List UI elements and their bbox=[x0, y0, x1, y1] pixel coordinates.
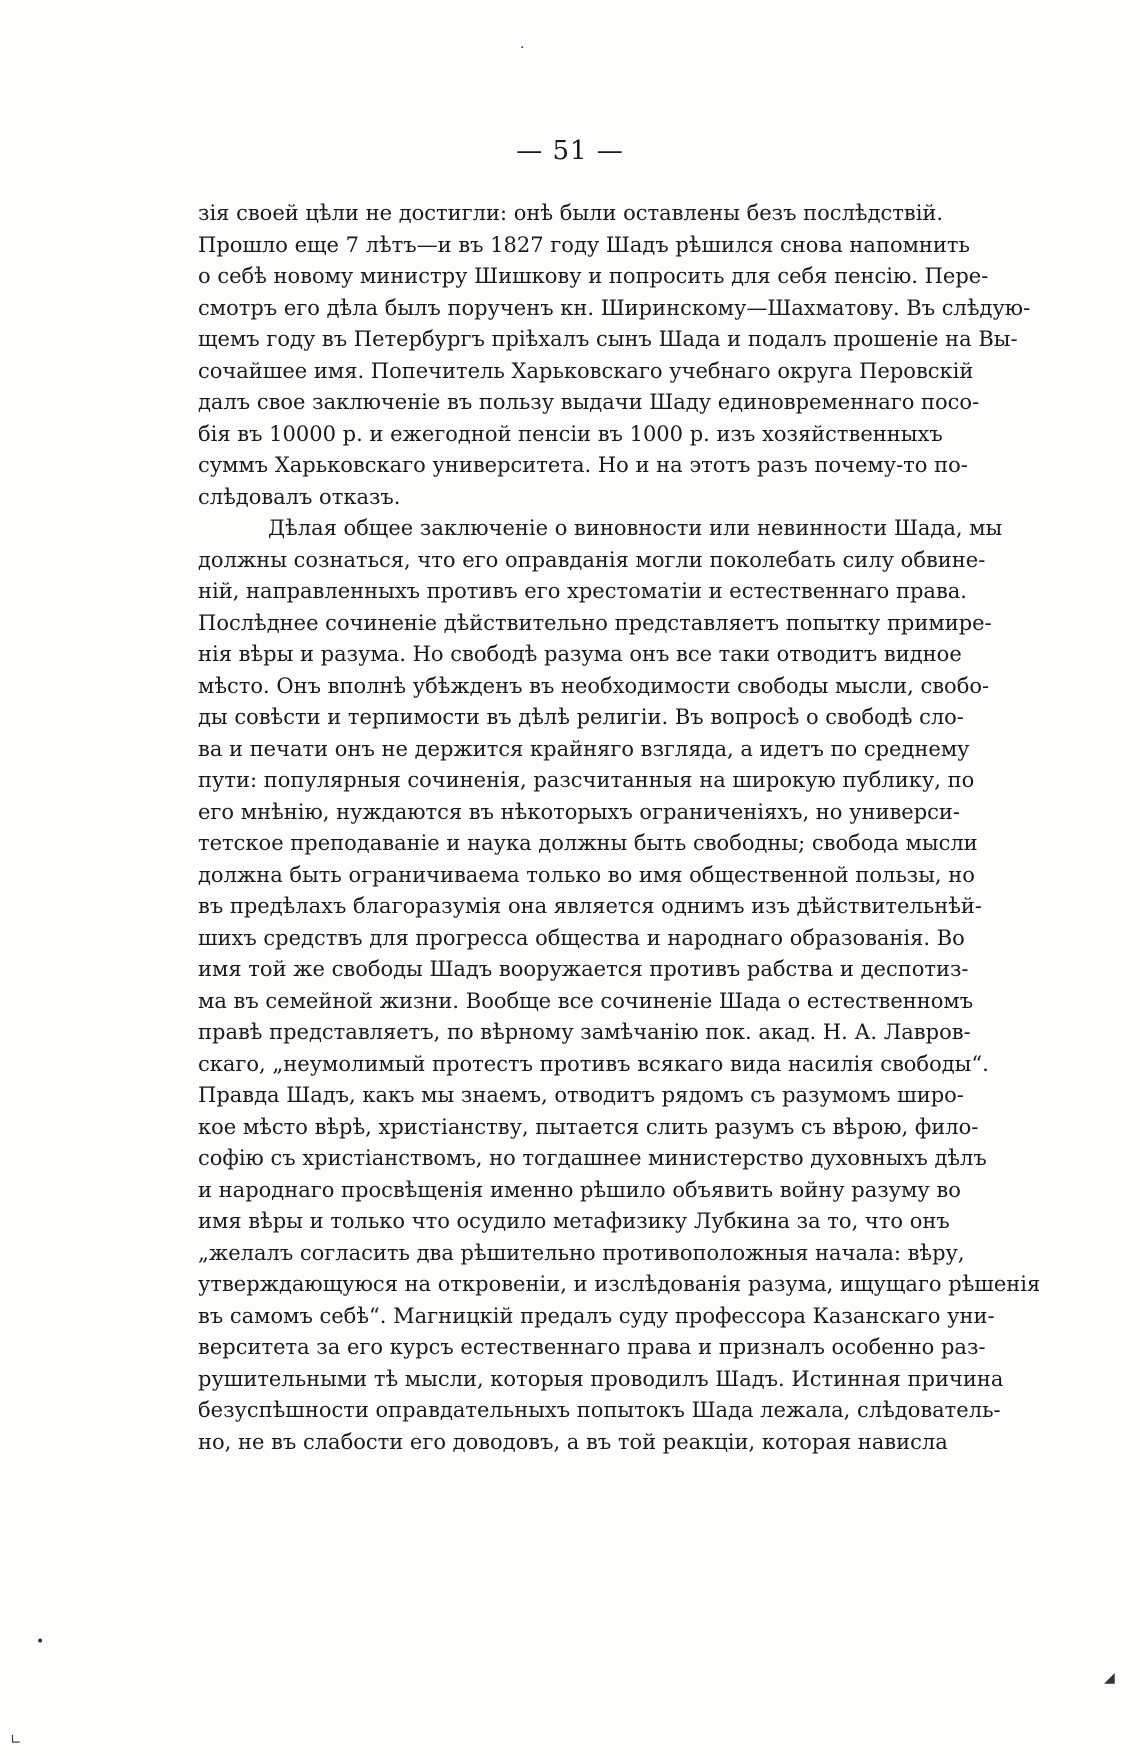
text-line: Прошло еще 7 лѣтъ—и въ 1827 году Шадъ рѣшился снова напомнить bbox=[198, 232, 970, 257]
text-line: скаго, „неумолимый протестъ противъ всякаго вида насилія свободы“. bbox=[198, 1051, 989, 1076]
text-line: кое мѣсто вѣрѣ, христіанству, пытается слить разумъ съ вѣрою, фило- bbox=[198, 1114, 979, 1139]
text-line: должны сознаться, что его оправданія могли поколебать силу обвине- bbox=[198, 547, 986, 572]
text-line: его мнѣнію, нуждаются въ нѣкоторыхъ ограниченіяхъ, но универси- bbox=[198, 799, 961, 824]
text-line: Правда Шадъ, какъ мы знаемъ, отводитъ рядомъ съ разумомъ широ- bbox=[198, 1083, 964, 1107]
text-line: правѣ представляетъ, по вѣрному замѣчанію пок. акад. Н. А. Лавров- bbox=[198, 1020, 971, 1044]
text-line: бія въ 10000 р. и ежегодной пенсіи въ 1000 р. изъ хозяйственныхъ bbox=[198, 421, 943, 446]
text-line: нія вѣры и разума. Но свободѣ разума онъ все таки отводитъ видное bbox=[198, 642, 962, 666]
text-line: пути: популярныя сочиненія, разсчитанныя на широкую публику, по bbox=[198, 768, 975, 792]
text-line: суммъ Харьковскаго университета. Но и на этотъ разъ почему-то по- bbox=[198, 453, 968, 477]
text-line: шихъ средствъ для прогресса общества и народнаго образованія. Во bbox=[198, 925, 965, 950]
text-line: сочайшее имя. Попечитель Харьковскаго учебнаго округа Перовскій bbox=[198, 358, 974, 383]
text-line: мѣсто. Онъ вполнѣ убѣжденъ въ необходимости свободы мысли, свобо- bbox=[198, 673, 990, 698]
text-line: смотръ его дѣла былъ порученъ кн. Ширинскому—Шахматову. Въ слѣдую- bbox=[198, 295, 1031, 320]
text-line: ды совѣсти и терпимости въ дѣлѣ религіи. Въ вопросѣ о свободѣ сло- bbox=[198, 705, 964, 729]
crop-mark: ∟ bbox=[10, 1732, 22, 1748]
text-line: въ предѣлахъ благоразумія она является однимъ изъ дѣйствительнѣй- bbox=[198, 894, 982, 918]
body-text bbox=[198, 198, 1041, 1458]
text-line: ній, направленныхъ противъ его хрестоматіи и естественнаго права. bbox=[198, 579, 967, 603]
text-line: зія своей цѣли не достигли: онѣ были оставлены безъ послѣдствій. bbox=[198, 201, 944, 225]
text-line: но, не въ слабости его доводовъ, а въ той реакціи, которая нависла bbox=[198, 1429, 948, 1454]
text-line: верситета за его курсъ естественнаго права и призналъ особенно раз- bbox=[198, 1335, 986, 1359]
text-line: „желалъ согласить два рѣшительно противоположныя начала: вѣру, bbox=[198, 1240, 965, 1265]
text-line: ма въ семейной жизни. Вообще все сочиненіе Шада о естественномъ bbox=[198, 988, 974, 1013]
text-line: Послѣднее сочиненіе дѣйствительно представляетъ попытку примире- bbox=[198, 610, 992, 635]
text-line: утверждающуюся на откровеніи, и изслѣдованія разума, ищущаго рѣшенія bbox=[198, 1272, 1041, 1296]
text-line: слѣдовалъ отказъ. bbox=[198, 484, 401, 509]
speck-mark: · bbox=[520, 40, 525, 56]
text-line: Дѣлая общее заключеніе о виновности или невинности Шада, мы bbox=[268, 516, 1003, 540]
text-line: софію съ христіанствомъ, но тогдашнее министерство духовныхъ дѣлъ bbox=[198, 1146, 987, 1170]
speck-mark: • bbox=[36, 1634, 45, 1650]
text-line: о себѣ новому министру Шишкову и попросить для себя пенсію. Пере- bbox=[198, 264, 989, 288]
text-line: и народнаго просвѣщенія именно рѣшило объявить войну разуму во bbox=[198, 1177, 961, 1202]
text-line: въ самомъ себѣ“. Магницкій предалъ суду профессора Казанскаго уни- bbox=[198, 1303, 995, 1328]
text-line: безуспѣшности оправдательныхъ попытокъ Шада лежала, слѣдователь- bbox=[198, 1398, 1001, 1422]
corner-mark: ◢ bbox=[1104, 1670, 1115, 1686]
text-line: далъ свое заключеніе въ пользу выдачи Шаду единовременнаго посо- bbox=[198, 390, 980, 414]
text-line: тетское преподаваніе и наука должны быть свободны; свобода мысли bbox=[198, 831, 978, 855]
text-line: должна быть ограничиваема только во имя общественной пользы, но bbox=[198, 862, 975, 887]
text-line: имя вѣры и только что осудило метафизику Лубкина за то, что онъ bbox=[198, 1209, 950, 1233]
text-line: ва и печати онъ не держится крайняго взгляда, а идетъ по среднему bbox=[198, 736, 970, 761]
page-number: — 51 — bbox=[516, 136, 624, 166]
text-line: рушительными тѣ мысли, которыя проводилъ Шадъ. Истинная причина bbox=[198, 1366, 1004, 1391]
text-line: имя той же свободы Шадъ вооружается противъ рабства и деспотиз- bbox=[198, 957, 969, 981]
text-line: щемъ году въ Петербургъ пріѣхалъ сынъ Шада и подалъ прошеніе на Вы- bbox=[198, 327, 1018, 351]
